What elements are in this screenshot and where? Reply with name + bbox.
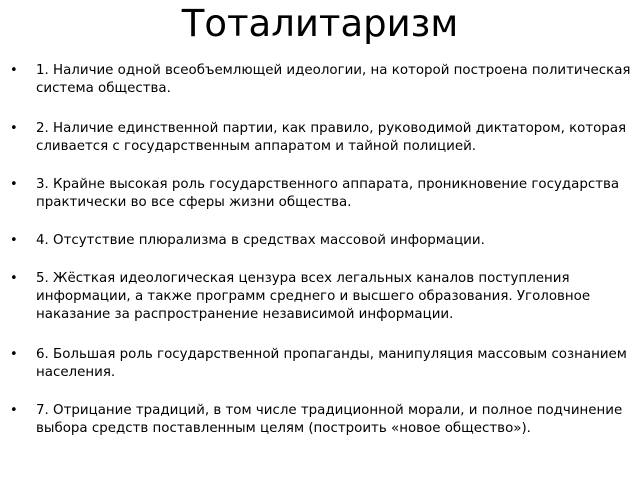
bullet-marker: • <box>10 347 18 362</box>
bullet-marker: • <box>10 403 18 418</box>
bullet-marker: • <box>10 271 18 286</box>
list-item-text: 1. Наличие одной всеобъемлющей идеологии, на которой построена политическая система общества. <box>36 63 631 96</box>
list-item-text: 4. Отсутствие плюрализма в средствах массовой информации. <box>36 233 485 248</box>
bullet-marker: • <box>10 63 18 78</box>
bullet-marker: • <box>10 233 18 248</box>
slide-title: Тоталитаризм <box>181 2 459 45</box>
list-item-text: 6. Большая роль государственной пропаганды, манипуляция массовым сознанием населения. <box>36 347 627 380</box>
bullet-marker: • <box>10 121 18 136</box>
bullet-marker: • <box>10 177 18 192</box>
list-item-text: 2. Наличие единственной партии, как правило, руководимой диктатором, которая сливается с государственным аппаратом и тайной полицией. <box>36 121 627 154</box>
list-item-text: 3. Крайне высокая роль государственного аппарата, проникновение государства практически во все сферы жизни общества. <box>36 177 620 210</box>
list-item-text: 5. Жёсткая идеологическая цензура всех легальных каналов поступления информации, а также программ среднего и высшего образования. Уголовное наказание за распространение независимой информации. <box>36 271 591 322</box>
list-item-text: 7. Отрицание традиций, в том числе традиционной морали, и полное подчинение выбора средств поставленным целям (построить «новое общество»). <box>36 403 623 436</box>
